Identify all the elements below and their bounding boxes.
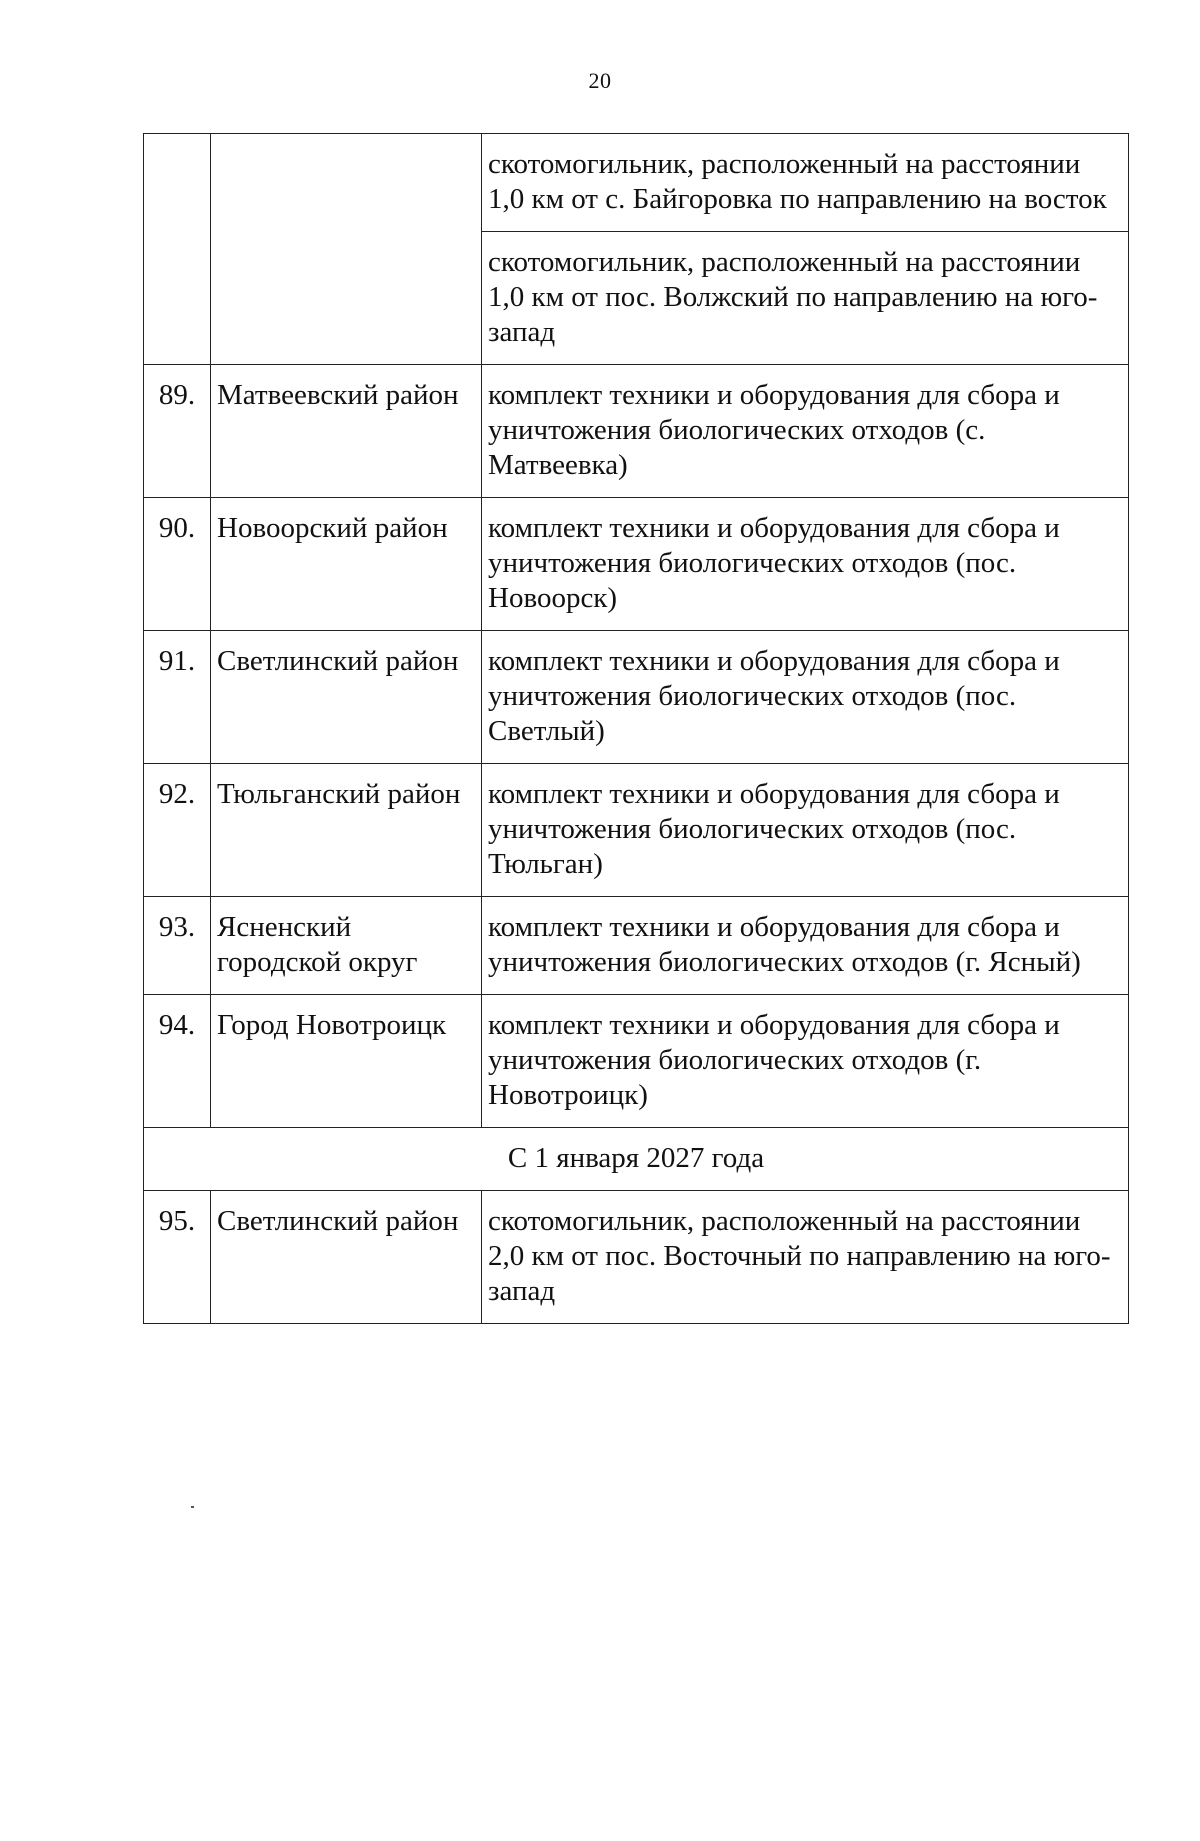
object-cell: скотомогильник, расположенный на расстоянии 1,0 км от пос. Волжский по направлению на юго-запад <box>482 232 1129 365</box>
row-number-cell: 91. <box>144 631 211 764</box>
row-number-cell: 94. <box>144 995 211 1128</box>
section-heading: С 1 января 2027 года <box>144 1128 1129 1191</box>
district-cell: Тюльганский район <box>211 764 482 897</box>
table-row <box>144 764 1129 897</box>
table-row <box>144 134 1129 232</box>
table-row <box>144 365 1129 498</box>
object-cell: скотомогильник, расположенный на расстоянии 1,0 км от с. Байгоровка по направлению на восток <box>482 134 1129 232</box>
object-cell: комплект техники и оборудования для сбора и уничтожения биологических отходов (пос. Светлый) <box>482 631 1129 764</box>
object-cell: комплект техники и оборудования для сбора и уничтожения биологических отходов (г. Новотроицк) <box>482 995 1129 1128</box>
object-cell: комплект техники и оборудования для сбора и уничтожения биологических отходов (пос. Новоорск) <box>482 498 1129 631</box>
row-number-cell <box>144 134 211 365</box>
district-cell: Светлинский район <box>211 1191 482 1324</box>
row-number-cell: 95. <box>144 1191 211 1324</box>
table-row <box>144 897 1129 995</box>
row-number-cell: 92. <box>144 764 211 897</box>
district-cell: Матвеевский район <box>211 365 482 498</box>
scan-speck <box>191 1506 194 1508</box>
table-row <box>144 498 1129 631</box>
page-number: 20 <box>588 68 612 93</box>
row-number-cell: 93. <box>144 897 211 995</box>
table-row <box>144 631 1129 764</box>
object-cell: комплект техники и оборудования для сбора и уничтожения биологических отходов (г. Ясный) <box>482 897 1129 995</box>
row-number-cell: 90. <box>144 498 211 631</box>
object-cell: комплект техники и оборудования для сбора и уничтожения биологических отходов (с. Матвеевка) <box>482 365 1129 498</box>
object-cell: комплект техники и оборудования для сбора и уничтожения биологических отходов (пос. Тюльган) <box>482 764 1129 897</box>
district-cell <box>211 134 482 365</box>
object-cell: скотомогильник, расположенный на расстоянии 2,0 км от пос. Восточный по направлению на юго-запад <box>482 1191 1129 1324</box>
row-number-cell: 89. <box>144 365 211 498</box>
district-cell: Ясненский городской округ <box>211 897 482 995</box>
section-heading-row <box>144 1128 1129 1191</box>
district-cell: Светлинский район <box>211 631 482 764</box>
district-cell: Новоорский район <box>211 498 482 631</box>
district-cell: Город Новотроицк <box>211 995 482 1128</box>
table-row <box>144 995 1129 1128</box>
facilities-table <box>143 133 1129 1324</box>
table-row <box>144 1191 1129 1324</box>
